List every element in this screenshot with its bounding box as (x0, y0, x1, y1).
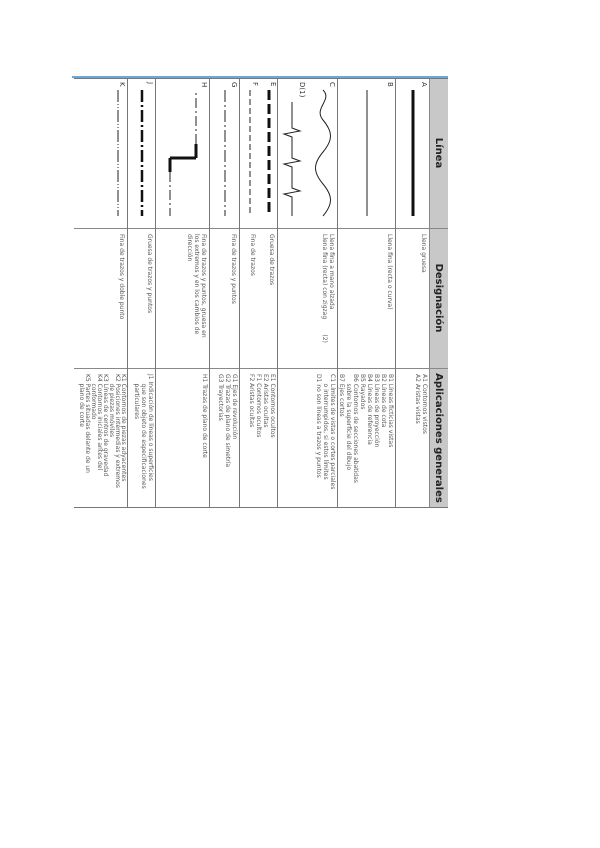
designation: Fina de trazos y doble punto (118, 234, 125, 320)
application: B2 Líneas de cota (380, 374, 387, 428)
application: que son objeto de especificaciones (140, 374, 147, 489)
row-code: C (328, 82, 336, 87)
application: G3 Trayectorias (217, 374, 224, 421)
header-line: Línea (429, 78, 448, 228)
application: H1 Trazas de plano de corte (201, 374, 208, 458)
header-applications: Aplicaciones generales (429, 368, 448, 508)
application: C1 Límites de vistas o cortes parciales (329, 374, 336, 490)
application: B4 Líneas de referencia (366, 374, 373, 445)
application: de piezas móviles (108, 374, 115, 438)
application: particulares (133, 374, 140, 420)
application: B5 Rayados (359, 374, 366, 410)
row-code: A (420, 82, 428, 87)
application: sobre la superficie del dibujo (345, 374, 352, 471)
application: K4 Contornos iniciales antes del (96, 374, 103, 471)
application: D1 no son líneas a trazos y puntos (315, 374, 322, 478)
row-code: E (269, 82, 277, 87)
application: G2 Trazas de plano de simetría (224, 374, 231, 467)
application: A1 Contornos vistos (421, 374, 428, 434)
application: E1 Contornos ocultos (269, 374, 276, 438)
row-code: J (146, 82, 154, 85)
designation: Gruesa de trazos (268, 234, 275, 286)
line-types-table (74, 78, 448, 508)
header-designation: Designación (429, 228, 448, 368)
table-grid (74, 78, 448, 508)
application: conformado (90, 374, 97, 420)
application: B1 Líneas ficticias vistas (387, 374, 394, 448)
application: B6 Contornos de secciones abatidas (352, 374, 359, 483)
application: B7 Ejes cortos (338, 374, 345, 417)
row-code: K (118, 82, 126, 87)
rotated-table-content (74, 78, 448, 508)
application: o interrumpidos, si estos límites (322, 374, 329, 480)
application: B3 Líneas de proyección (373, 374, 380, 448)
designation: Fina de trazos y puntos (230, 234, 237, 304)
application: A2 Aristas vistas (414, 374, 421, 424)
designation: Gruesa de trazos y puntos (146, 234, 153, 314)
designation: Llena fina (recta o curva) (386, 234, 393, 310)
application: F2 Aristas ocultas (248, 374, 255, 428)
application: K1 Contornos de piezas adyacentes (120, 374, 127, 482)
application: G1 Ejes de revolución (231, 374, 238, 440)
designation: Llena fina a mano alzada Llena fina (recta) con zigzag (2) (321, 234, 335, 343)
row-code: F (251, 82, 259, 87)
row-code: G (230, 82, 238, 88)
designation: Llena gruesa (420, 234, 427, 273)
row-code: B (386, 82, 394, 87)
application: K5 Partes situadas delante de un (84, 374, 91, 473)
designation: Fina de trazos (249, 234, 256, 276)
application: K2 Posiciones intermedias y extremos (114, 374, 121, 488)
table-border (74, 78, 448, 508)
row-code: H (200, 82, 208, 88)
designation: Fina de trazos y puntos, gruesa en los extremos y en los cambios de dirección (186, 234, 207, 338)
application: plano de corte (78, 374, 85, 427)
application: F1 Contornos ocultos (255, 374, 262, 438)
application: K3 Líneas de centros de gravedad (102, 374, 109, 477)
application: J1 Indicación de líneas o superficies (147, 374, 154, 481)
application: E2 Aristas ocultas (262, 374, 269, 428)
row-code: D(1) (298, 82, 306, 98)
